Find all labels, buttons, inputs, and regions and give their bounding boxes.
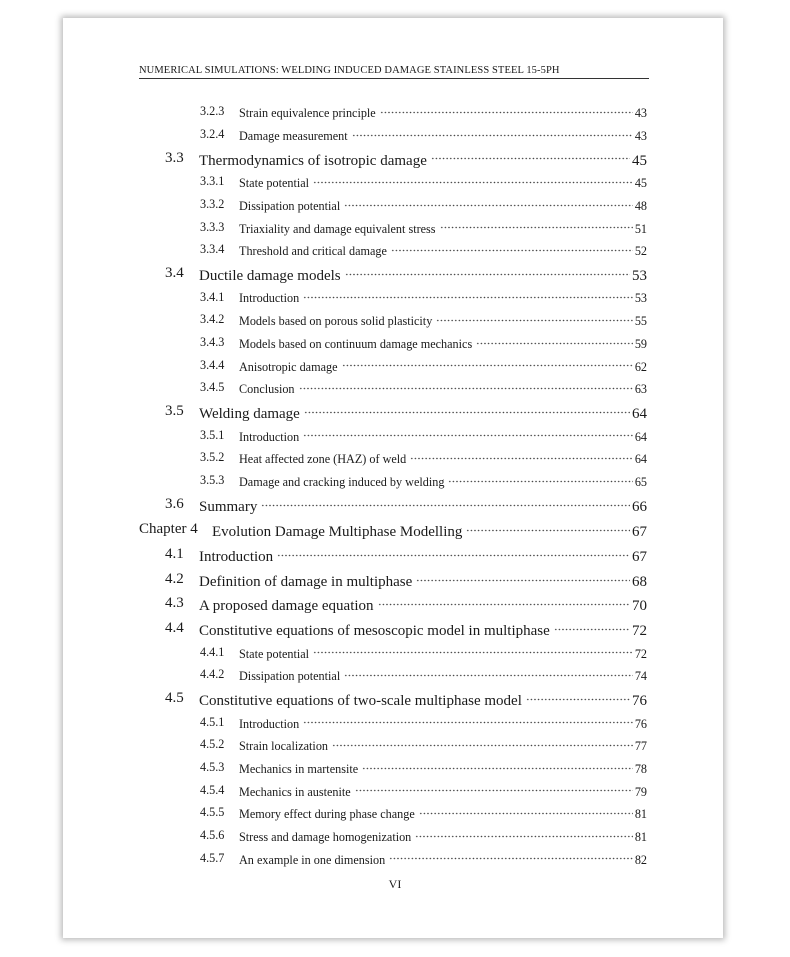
entry-number: 4.5.1: [200, 714, 225, 729]
entry-number: 3.4: [165, 265, 184, 282]
entry-line: [239, 781, 647, 800]
entry-number: 3.6: [165, 495, 184, 512]
toc-entry[interactable]: [0, 239, 790, 262]
toc-entry[interactable]: [0, 261, 790, 286]
dot-leader: [526, 687, 630, 705]
toc-entry[interactable]: [0, 779, 790, 802]
entry-title: Constitutive equations of mesoscopic model in multiphase: [199, 623, 550, 640]
entry-page: 64: [634, 452, 647, 467]
entry-number: 4.5.3: [200, 760, 225, 775]
entry-line: [239, 241, 647, 260]
toc-entry[interactable]: [0, 711, 790, 734]
entry-number: 3.4.5: [200, 380, 225, 395]
toc-entry[interactable]: [0, 592, 790, 617]
entry-number: 3.2.3: [200, 104, 225, 119]
entry-title: Triaxiality and damage equivalent stress: [239, 221, 436, 236]
entry-line: [239, 288, 647, 307]
entry-line: [199, 262, 647, 285]
running-header: NUMERICAL SIMULATIONS: WELDING INDUCED DAMAGE STAINLESS STEEL 15-5PH: [139, 65, 560, 76]
entry-page: 82: [634, 852, 647, 867]
entry-number: 3.2.4: [200, 127, 225, 142]
entry-number: 3.3.1: [200, 174, 225, 189]
toc-entry[interactable]: [0, 377, 790, 400]
entry-page: 62: [634, 359, 647, 374]
dot-leader: [391, 241, 633, 256]
entry-page: 76: [634, 716, 647, 731]
entry-page: 43: [634, 128, 647, 143]
entry-line: [199, 568, 647, 591]
entry-line: [199, 687, 647, 710]
dot-leader: [352, 125, 633, 140]
toc-entry[interactable]: [0, 170, 790, 193]
dot-leader: [344, 666, 633, 681]
entry-number: 4.5: [165, 690, 184, 707]
toc-entry[interactable]: [0, 543, 790, 568]
dot-leader: [416, 568, 630, 586]
dot-leader: [415, 826, 633, 841]
dot-leader: [303, 426, 633, 441]
toc-entry[interactable]: [0, 664, 790, 687]
dot-leader: [303, 713, 633, 728]
entry-line: [239, 125, 647, 144]
entry-line: [199, 543, 647, 566]
dot-leader: [313, 643, 633, 658]
dot-leader: [299, 379, 633, 394]
entry-number: 4.4: [165, 620, 184, 637]
entry-number: 3.5.1: [200, 427, 225, 442]
entry-line: [239, 471, 647, 490]
dot-leader: [345, 262, 630, 280]
dot-leader: [362, 758, 633, 773]
entry-line: [239, 849, 647, 868]
entry-title: A proposed damage equation: [199, 598, 374, 615]
entry-line: [239, 379, 647, 398]
entry-title: Definition of damage in multiphase: [199, 573, 413, 590]
dot-leader: [410, 449, 633, 464]
toc-entry[interactable]: [0, 399, 790, 424]
entry-line: [239, 643, 647, 662]
toc-entry[interactable]: [0, 424, 790, 447]
entry-title: Anisotropic damage: [239, 359, 338, 374]
entry-title: Mechanics in martensite: [239, 761, 359, 776]
entry-title: Introduction: [239, 716, 300, 731]
toc-entry[interactable]: [0, 567, 790, 592]
entry-number: 4.5.4: [200, 782, 225, 797]
toc-entry[interactable]: [0, 847, 790, 870]
toc-entry[interactable]: [0, 101, 790, 124]
entry-number: 4.1: [165, 546, 184, 563]
entry-line: [212, 518, 647, 541]
entry-title: Stress and damage homogenization: [239, 829, 412, 844]
entry-number: 3.4.4: [200, 357, 225, 372]
dot-leader: [448, 471, 632, 486]
entry-title: Summary: [199, 498, 258, 515]
entry-page: 77: [634, 739, 647, 754]
toc-entry[interactable]: [0, 641, 790, 664]
entry-page: 67: [632, 524, 647, 540]
dot-leader: [342, 356, 633, 371]
entry-title: Introduction: [239, 429, 300, 444]
entry-page: 59: [634, 336, 647, 351]
entry-number: 4.4.1: [200, 644, 225, 659]
entry-page: 53: [634, 291, 647, 306]
entry-title: Dissipation potential: [239, 669, 341, 684]
entry-line: [199, 493, 647, 516]
entry-page: 48: [634, 198, 647, 213]
entry-title: Models based on porous solid plasticity: [239, 314, 433, 329]
entry-page: 66: [632, 498, 647, 515]
dot-leader: [389, 849, 633, 864]
entry-page: 51: [634, 221, 647, 236]
entry-page: 55: [634, 314, 647, 329]
entry-number: 4.2: [165, 570, 184, 587]
toc-entry[interactable]: [0, 286, 790, 309]
entry-line: [239, 449, 647, 468]
entry-page: 79: [634, 784, 647, 799]
entry-title: Ductile damage models: [199, 268, 341, 285]
entry-title: An example in one dimension: [239, 852, 386, 867]
entry-page: 72: [634, 646, 647, 661]
dot-leader: [378, 592, 630, 610]
entry-page: 45: [634, 176, 647, 191]
entry-page: 64: [632, 406, 647, 423]
dot-leader: [466, 518, 630, 536]
toc-entry[interactable]: [0, 146, 790, 171]
toc-entry[interactable]: [0, 309, 790, 332]
toc-entry[interactable]: [0, 616, 790, 641]
table-of-contents: [0, 101, 790, 870]
entry-number: 4.5.5: [200, 805, 225, 820]
entry-page: 72: [632, 623, 647, 640]
entry-line: [239, 826, 647, 845]
toc-entry[interactable]: [0, 216, 790, 239]
entry-page: 63: [634, 382, 647, 397]
entry-line: [239, 736, 647, 755]
entry-number: 3.5.2: [200, 450, 225, 465]
entry-title: Thermodynamics of isotropic damage: [199, 152, 427, 169]
entry-title: Heat affected zone (HAZ) of weld: [239, 452, 407, 467]
dot-leader: [261, 493, 630, 511]
entry-page: 81: [634, 829, 647, 844]
entry-title: Damage and cracking induced by welding: [239, 474, 445, 489]
entry-page: 65: [634, 474, 647, 489]
entry-page: 67: [632, 549, 647, 566]
entry-page: 76: [632, 693, 647, 710]
entry-line: [239, 333, 647, 352]
entry-number: Chapter 4: [139, 521, 198, 537]
toc-entry[interactable]: [0, 734, 790, 757]
entry-title: Mechanics in austenite: [239, 784, 351, 799]
dot-leader: [332, 736, 633, 751]
entry-page: 68: [632, 573, 647, 590]
entry-number: 3.3.3: [200, 219, 225, 234]
entry-page: 78: [634, 761, 647, 776]
entry-line: [239, 426, 647, 445]
entry-page: 52: [634, 244, 647, 259]
toc-entry[interactable]: [0, 331, 790, 354]
entry-number: 4.5.2: [200, 737, 225, 752]
entry-title: Evolution Damage Multiphase Modelling: [212, 524, 463, 540]
dot-leader: [419, 804, 633, 819]
toc-entry[interactable]: [0, 193, 790, 216]
entry-number: 3.3.4: [200, 242, 225, 257]
entry-title: Constitutive equations of two-scale multiphase model: [199, 693, 522, 710]
entry-number: 3.3.2: [200, 197, 225, 211]
entry-page: 70: [632, 598, 647, 615]
entry-line: [199, 400, 647, 423]
toc-entry[interactable]: [0, 517, 790, 543]
entry-title: Introduction: [239, 291, 300, 306]
entry-line: [199, 592, 647, 615]
dot-leader: [440, 218, 633, 233]
entry-number: 3.5.3: [200, 473, 225, 488]
toc-entry[interactable]: [0, 469, 790, 492]
page-number: VI: [388, 877, 402, 891]
dot-leader: [303, 288, 633, 303]
entry-line: [239, 173, 647, 192]
entry-line: [239, 804, 647, 823]
toc-entry[interactable]: [0, 123, 790, 146]
toc-entry[interactable]: [0, 354, 790, 377]
toc-entry[interactable]: [0, 492, 790, 517]
entry-number: 3.4.3: [200, 335, 225, 350]
entry-line: [239, 311, 647, 330]
toc-entry[interactable]: [0, 686, 790, 711]
entry-number: 3.4.2: [200, 312, 225, 327]
entry-line: [199, 617, 647, 640]
dot-leader: [380, 103, 633, 118]
entry-number: 4.4.2: [200, 667, 225, 682]
entry-title: Strain equivalence principle: [239, 106, 376, 121]
entry-title: State potential: [239, 176, 310, 191]
entry-line: [199, 147, 647, 170]
entry-line: [239, 713, 647, 732]
entry-title: Introduction: [199, 549, 274, 566]
dot-leader: [436, 311, 633, 326]
entry-number: 4.5.7: [200, 850, 225, 865]
entry-number: 3.4.1: [200, 289, 225, 304]
entry-title: Threshold and critical damage: [239, 244, 387, 259]
entry-number: 4.5.6: [200, 828, 225, 843]
header-rule: [139, 78, 649, 79]
entry-line: [239, 758, 647, 777]
entry-number: 4.3: [165, 595, 184, 612]
toc-entry[interactable]: [0, 447, 790, 470]
entry-number: 3.3: [165, 149, 184, 166]
dot-leader: [355, 781, 633, 796]
dot-leader: [431, 147, 630, 165]
dot-leader: [304, 400, 630, 418]
dot-leader: [313, 173, 633, 188]
entry-line: [239, 666, 647, 685]
dot-leader: [554, 617, 630, 635]
entry-title: Models based on continuum damage mechanics: [239, 336, 473, 351]
entry-title: Dissipation potential: [239, 198, 341, 213]
entry-page: 43: [634, 106, 647, 121]
entry-line: [239, 103, 647, 122]
dot-leader: [476, 333, 633, 348]
entry-page: 53: [632, 268, 647, 285]
toc-entry[interactable]: [0, 802, 790, 825]
entry-number: 3.5: [165, 403, 184, 420]
toc-entry[interactable]: [0, 824, 790, 847]
entry-page: 45: [632, 152, 647, 169]
dot-leader: [344, 195, 633, 210]
entry-page: 64: [634, 429, 647, 444]
entry-line: [239, 218, 647, 237]
entry-line: [239, 356, 647, 375]
entry-page: 81: [634, 807, 647, 822]
entry-line: [239, 195, 647, 214]
entry-title: Strain localization: [239, 739, 329, 754]
entry-title: Welding damage: [199, 406, 300, 423]
entry-title: Conclusion: [239, 382, 295, 397]
entry-title: Memory effect during phase change: [239, 807, 415, 822]
entry-title: State potential: [239, 646, 310, 661]
entry-title: Damage measurement: [239, 128, 348, 143]
entry-page: 74: [634, 669, 647, 684]
dot-leader: [277, 543, 630, 561]
toc-entry[interactable]: [0, 756, 790, 779]
